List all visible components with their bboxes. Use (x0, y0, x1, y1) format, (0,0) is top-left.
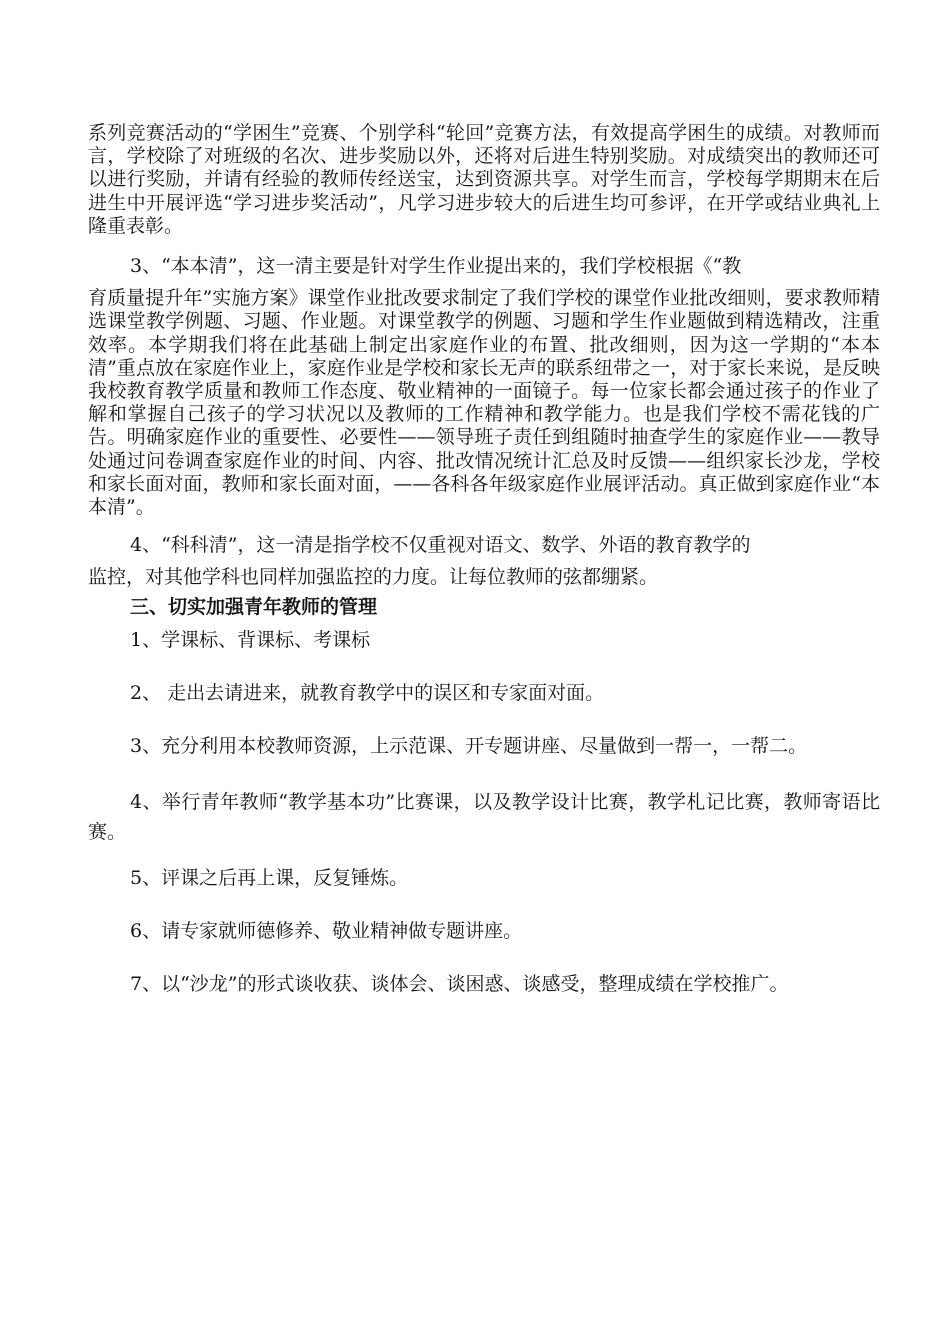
paragraph-continued: 系列竞赛活动的“学困生”竞赛、个别学科“轮回”竞赛方法，有效提高学困生的成绩。对教师而言，学校除了对班级的名次、进步奖励以外，还将对后进生特别奖励。对成绩突出的教师还可以进行奖励，并请有经验的教师传经送宝，达到资源共享。对学生而言，学校每学期期末在后进生中开展评选“学习进步奖活动”，凡学习进步较大的后进生均可参评，在开学或结业典礼上隆重表彰。 (88, 122, 880, 237)
paragraph-4-first-line: 4、“科科清”，这一清是指学校不仅重视对语文、数学、外语的教育教学的 (130, 534, 751, 557)
paragraph-3-body: 育质量提升年”实施方案》课堂作业批改要求制定了我们学校的课堂作业批改细则，要求教师精选课堂教学例题、习题、作业题。对课堂教学的例题、习题和学生作业题做到精选精改，注重效率。本学期我们将在此基础上制定出家庭作业的布置、批改细则，因为这一学期的“本本清”重点放在家庭作业上，家庭作业是学校和家长无声的联系纽带之一，对于家长来说，是反映我校教育教学质量和教师工作态度、敬业精神的一面镜子。每一位家长都会通过孩子的作业了解和掌握自己孩子的学习状况以及教师的工作精神和教学能力。也是我们学校不需花钱的广告。明确家庭作业的重要性、必要性——领导班子责任到组随时抽查学生的家庭作业——教导处通过问卷调查家庭作业的时间、内容、批改情况统计汇总及时反馈——组织家长沙龙，学校和家长面对面，教师和家长面对面，——各科各年级家庭作业展评活动。真正做到家庭作业“本本清”。 (88, 287, 880, 519)
list-item: 1、学课标、背课标、考课标 (130, 628, 371, 651)
list-item: 4、举行青年教师“教学基本功”比赛课，以及教学设计比赛，教学札记比赛，教师寄语比赛。 (88, 790, 880, 843)
list-item: 6、请专家就师德修养、敬业精神做专题讲座。 (130, 919, 523, 942)
section-heading: 三、切实加强青年教师的管理 (130, 595, 378, 618)
paragraph-4-body: 监控，对其他学科也同样加强监控的力度。让每位教师的弦都绷紧。 (88, 566, 659, 589)
list-item: 7、以“沙龙”的形式谈收获、谈体会、谈困惑、谈感受，整理成绩在学校推广。 (130, 972, 789, 995)
list-item: 3、充分利用本校教师资源，上示范课、开专题讲座、尽量做到一帮一，一帮二。 (130, 734, 808, 757)
paragraph-3-first-line: 3、“本本清”，这一清主要是针对学生作业提出来的，我们学校根据《“教 (130, 255, 742, 278)
document-page (88, 122, 880, 996)
list-item: 5、评课之后再上课，反复锤炼。 (130, 866, 409, 889)
list-item: 2、 走出去请进来，就教育教学中的误区和专家面对面。 (130, 681, 605, 704)
